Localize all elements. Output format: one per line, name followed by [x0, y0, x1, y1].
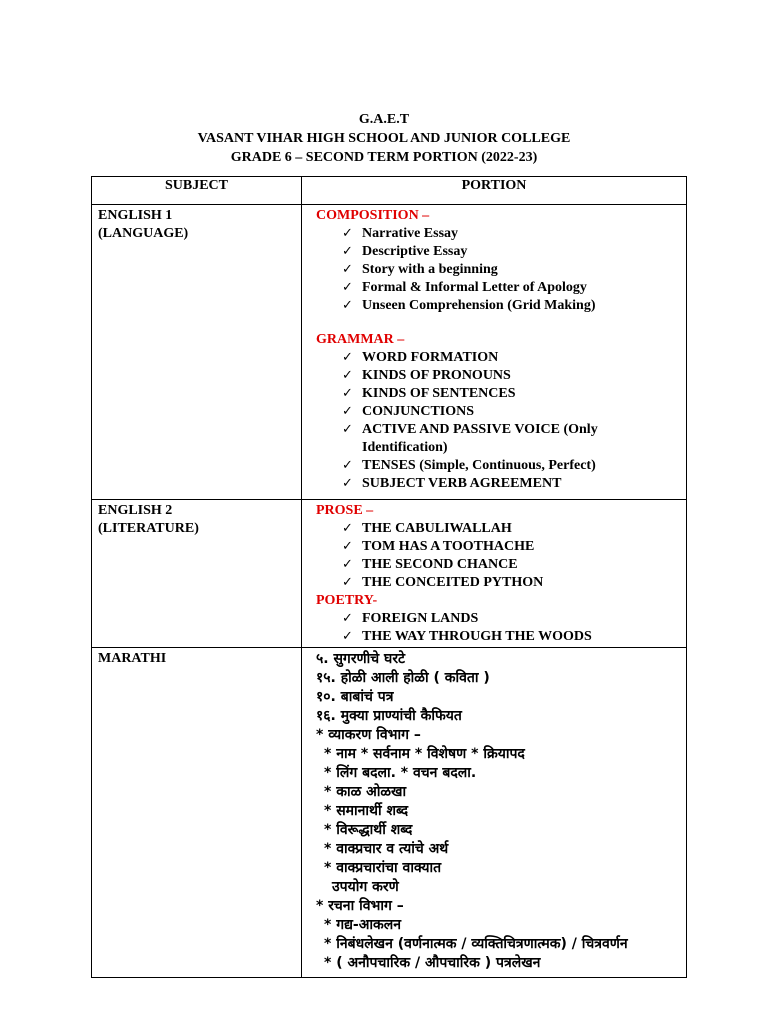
marathi-line: * ( अनौपचारिक / औपचारिक ) पत्रलेखन: [324, 955, 541, 971]
marathi-line: * लिंग बदला. * वचन बदला.: [324, 765, 477, 781]
subject-cell-english1: [92, 205, 302, 500]
marathi-line: ५. सुगरणीचे घरटे: [316, 651, 406, 667]
marathi-line: * वाक्प्रचार व त्यांचे अर्थ: [324, 841, 449, 857]
header-term-title: GRADE 6 – SECOND TERM PORTION (2022-23): [230, 150, 538, 165]
list-item: ✓ FOREIGN LANDS: [342, 610, 680, 628]
list-item: ✓ KINDS OF PRONOUNS: [342, 367, 680, 385]
poetry-list: [316, 610, 680, 646]
document-header: [0, 110, 768, 167]
table-row-english2: [92, 500, 687, 648]
list-item: ✓ Narrative Essay: [342, 225, 680, 243]
subject-name: ENGLISH 2: [98, 503, 173, 518]
column-header-subject: SUBJECT: [92, 177, 302, 205]
marathi-line: उपयोग करणे: [332, 879, 399, 895]
prose-list: [316, 520, 680, 592]
list-item: ✓ CONJUNCTIONS: [342, 403, 680, 421]
list-item: ✓ Formal & Informal Letter of Apology: [342, 279, 680, 297]
list-item: ✓ THE CABULIWALLAH: [342, 520, 680, 538]
marathi-line: * निबंधलेखन (वर्णनात्मक / व्यक्तिचित्रणात्मक) / चित्रवर्णन: [324, 936, 628, 952]
grammar-list: [316, 349, 680, 493]
column-header-portion: PORTION: [302, 177, 687, 205]
subject-name: ENGLISH 1: [98, 208, 173, 223]
marathi-line: * समानार्थी शब्द: [324, 803, 409, 819]
list-item: ✓ KINDS OF SENTENCES: [342, 385, 680, 403]
subject-name: MARATHI: [98, 651, 167, 666]
composition-list: [316, 225, 680, 315]
list-item: ✓ SUBJECT VERB AGREEMENT: [342, 475, 680, 493]
grammar-heading: GRAMMAR –: [316, 332, 405, 347]
marathi-line: * काळ ओळखा: [324, 784, 407, 800]
list-item: ✓ Descriptive Essay: [342, 243, 680, 261]
list-item: ✓ THE WAY THROUGH THE WOODS: [342, 628, 680, 646]
list-item: ✓ WORD FORMATION: [342, 349, 680, 367]
list-item: ✓ Story with a beginning: [342, 261, 680, 279]
header-school-name: VASANT VIHAR HIGH SCHOOL AND JUNIOR COLLEGE: [197, 131, 571, 146]
subject-cell-marathi: [92, 648, 302, 978]
marathi-line: * रचना विभाग –: [316, 898, 404, 914]
table-row-english1: [92, 205, 687, 500]
list-item: ✓ TOM HAS A TOOTHACHE: [342, 538, 680, 556]
marathi-line: १०. बाबांचं पत्र: [316, 689, 394, 705]
subject-subtitle: (LANGUAGE): [98, 226, 189, 241]
prose-heading: PROSE –: [316, 503, 374, 518]
list-item: ✓ THE CONCEITED PYTHON: [342, 574, 680, 592]
list-item: ✓ TENSES (Simple, Continuous, Perfect): [342, 457, 680, 475]
marathi-line: १५. होळी आली होळी ( कविता ): [316, 670, 490, 686]
marathi-line: * वाक्प्रचारांचा वाक्यात: [324, 860, 442, 876]
table-header-row: [92, 177, 687, 205]
composition-heading: COMPOSITION –: [316, 208, 430, 223]
list-item: ✓ ACTIVE AND PASSIVE VOICE (Only Identification): [342, 421, 680, 457]
list-item: ✓ THE SECOND CHANCE: [342, 556, 680, 574]
header-org-short: G.A.E.T: [358, 112, 410, 127]
subject-cell-english2: [92, 500, 302, 648]
marathi-line: * गद्य-आकलन: [324, 917, 402, 933]
portion-cell-marathi: [302, 648, 687, 978]
portion-cell-english1: [302, 205, 687, 500]
marathi-line: * व्याकरण विभाग –: [316, 727, 421, 743]
subject-subtitle: (LITERATURE): [98, 521, 199, 536]
list-item: ✓ Unseen Comprehension (Grid Making): [342, 297, 680, 315]
marathi-line: १६. मुक्या प्राण्यांची कैफियत: [316, 708, 462, 724]
marathi-line: * नाम * सर्वनाम * विशेषण * क्रियापद: [324, 746, 525, 762]
portion-cell-english2: [302, 500, 687, 648]
marathi-line: * विरूद्धार्थी शब्द: [324, 822, 413, 838]
table-row-marathi: [92, 648, 687, 978]
poetry-heading: POETRY-: [316, 593, 378, 608]
portion-table: [91, 176, 687, 978]
